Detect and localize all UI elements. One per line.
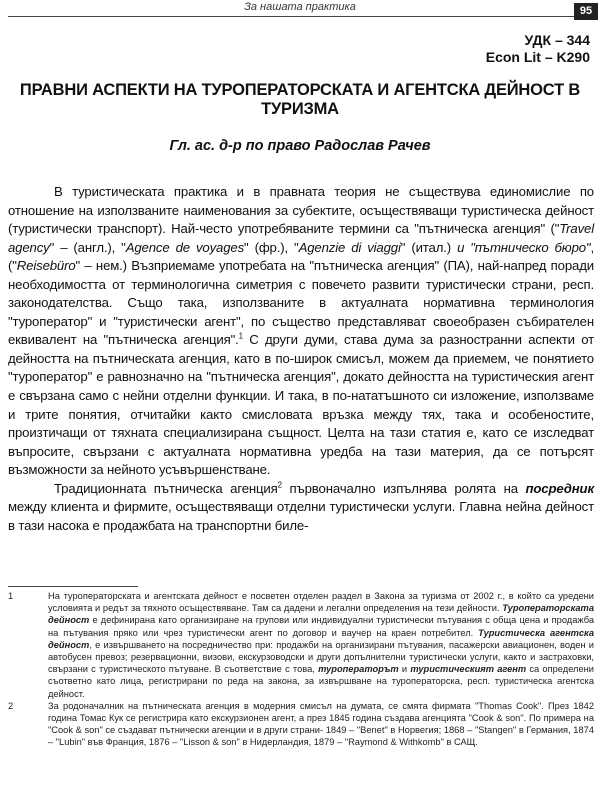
- footnote-marker: 1: [8, 591, 14, 601]
- body-paragraph: Традиционната пътническа агенция$^2$ първоначално изпълнява ролята на посредник между клиента и фирмите, осъществяващи отделни туристически услуги. Главна нейна дейност в тази насока е продажбата на транспортни биле-: [8, 480, 594, 533]
- term-bureau: и "пътническо бюро": [457, 239, 591, 255]
- footnote-2: 2 За родоначалник на пътническата агенция в модерния смисъл на думата, се смята фирмата "Thomas Cook". През 1842 година Томас Кук се регистрира като екскурзионен агент, а през 1845 година създава агенцията "Cook & son". По примера на "Cook & son" се създават пътнически агенции и в други страни- 1849 – "Benet" в Норвегия; 1868 – "Stangen" в Германия, 1874 – "Lubin" във Франция, 1876 – "Lisson & son" в Нидерландия, 1879 – "Raymond & Withkomb" в САЩ.: [8, 700, 594, 748]
- body-paragraph: В туристическата практика и в правната теория не съществува единомислие по отношение на използваните наименования за субектите, осъществяващи туристическа дейност (туристически транспорт). Най-често употребяваните термини са "пътническа агенция" ("Travel agency" – (англ.), "Agence de voyages" (фр.), "Agenzie di viaggi" (итал.) и "пътническо бюро", ("Reisebüro" – нем.) Възприемаме употребата на "пътническа агенция" (ПА), най-напред поради необходимостта от терминологична симетрия с повечето развити туристически страни, респ. законодателства. Също така, използваните в актуалната нормативна терминология "туроператор" и "туристически агент", по същество представляват своеобразен събирателен еквивалент на "пътническа агенция".$^1$ С други думи, става дума за разностранни аспекти от дейността на пътническата агенция, като в по-широк смисъл, можем да приемем, че понятието "туроператор" е равнозначно на "пътническа агенция", докато дейността на туристическия агент е свързана само с нейни отделни функции. И така, в по-нататъшното си изложение, използваме и трите понятия, отчитайки както смисловата връзка между тях, така и особеностите, произтичащи от тяхната специализирана същност. Целта на тази статия е, като се изследват въпросите, свързани с актуалната нормативна уредба на тази материя, да се потърсят възможности за нейното усъвършенстване.: [8, 184, 594, 478]
- term-italian: Agenzie di viaggi: [298, 239, 401, 255]
- footnote-separator: [8, 586, 138, 587]
- term-english: Travel agency: [8, 221, 594, 255]
- article-title: ПРАВНИ АСПЕКТИ НА ТУРОПЕРАТОРСКАТА И АГЕНТСКА ДЕЙНОСТ В ТУРИЗМА: [19, 81, 581, 118]
- article-body: [8, 183, 594, 535]
- footnote-ref-2: 2: [277, 480, 282, 490]
- running-title: За нашата практика: [244, 1, 356, 13]
- article-author: Гл. ас. д-р по право Радослав Рачев: [169, 138, 431, 154]
- footnote-ref-1: 1: [238, 331, 243, 341]
- term-german: Reisebüro: [16, 258, 76, 274]
- header-rule: [8, 16, 592, 17]
- running-header: [0, 0, 600, 22]
- econlit-code: Econ Lit – K290: [485, 49, 590, 65]
- term-intermediary: посредник: [525, 480, 594, 496]
- classification-codes: [486, 32, 590, 66]
- udk-code: УДК – 344: [524, 32, 590, 48]
- footnotes: [8, 590, 594, 749]
- footnote-marker: 2: [8, 700, 14, 711]
- footnote-1: 1 На туроператорската и агентската дейност е посветен отделен раздел в Закона за туризма от 2002 г., в който са уредени условията и редът за тяхното осъществяване. Там са дадени и легални определения на тези дейности. Туроператорската дейност е дефинирана като организиране на групови или индивидуални туристически пътувания с обща цена и продажба на пътувания пряко или чрез туристически агент по договор и ваучер на краен потребител. Туристическа агентска дейност, е извършването на посредничество при: продажби на организирани пътувания, пасажерски авиационен, воден и автобусен превоз; резервационни, визови, екскурзоводски и други допълнителни туристически услуги, както и застраховки, свързани с туристическото пътуване. В съответствие с това, туроператорът и туристическият агент са определени съответно като лица, регистрирани по реда на закона, за извършване на туроператорска, респ. туристическа агентска дейност.: [8, 591, 594, 699]
- page-number: 95: [574, 3, 598, 20]
- term-french: Agence de voyages: [125, 239, 245, 255]
